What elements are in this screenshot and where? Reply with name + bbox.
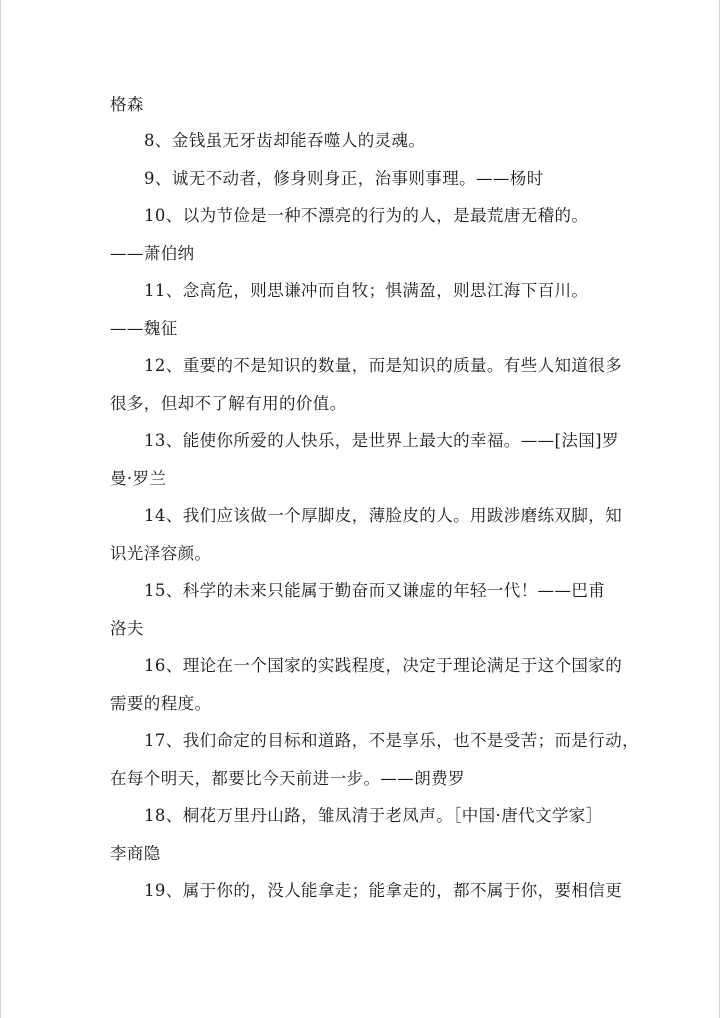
quote-16: 16、理论在一个国家的实践程度，决定于理论满足于这个国家的 (144, 656, 623, 675)
quote-10-author: ——萧伯纳 (110, 243, 195, 263)
quote-15-continued: 洛夫 (110, 618, 144, 638)
quote-12: 12、重要的不是知识的数量，而是知识的质量。有些人知道很多 (144, 356, 623, 375)
document-body (110, 88, 639, 910)
quote-9: 9、诚无不动者，修身则身正，治事则事理。——杨时 (144, 168, 544, 188)
quote-19: 19、属于你的，没人能拿走；能拿走的，都不属于你，要相信更 (144, 881, 623, 900)
quote-10: 10、以为节俭是一种不漂亮的行为的人，是最荒唐无稽的。 (144, 206, 589, 225)
quote-18: 18、桐花万里丹山路，雏凤清于老凤声。［中国·唐代文学家］ (144, 806, 603, 825)
quote-14: 14、我们应该做一个厚脚皮，薄脸皮的人。用跋涉磨练双脚，知 (144, 506, 623, 525)
quote-13-continued: 曼·罗兰 (110, 468, 167, 488)
quote-11: 11、念高危，则思谦冲而自牧；惧满盈，则思江海下百川。 (144, 281, 589, 300)
quote-12-continued: 很多，但却不了解有用的价值。 (110, 393, 347, 413)
quote-14-continued: 识光泽容颜。 (110, 543, 212, 563)
quote-16-continued: 需要的程度。 (110, 693, 212, 713)
quote-17-continued: 在每个明天，都要比今天前进一步。——朗费罗 (110, 768, 465, 788)
quote-13: 13、能使你所爱的人快乐，是世界上最大的幸福。——[法国]罗 (144, 431, 619, 450)
quote-17: 17、我们命定的目标和道路，不是享乐，也不是受苦；而是行动， (144, 731, 639, 750)
quote-18-continued: 李商隐 (110, 843, 161, 863)
text-line: 格森 (110, 95, 144, 114)
quote-15: 15、科学的未来只能属于勤奋而又谦虚的年轻一代！——巴甫 (144, 581, 606, 600)
quote-8: 8、金钱虽无牙齿却能吞噬人的灵魂。 (144, 131, 426, 150)
quote-11-author: ——魏征 (110, 318, 178, 338)
